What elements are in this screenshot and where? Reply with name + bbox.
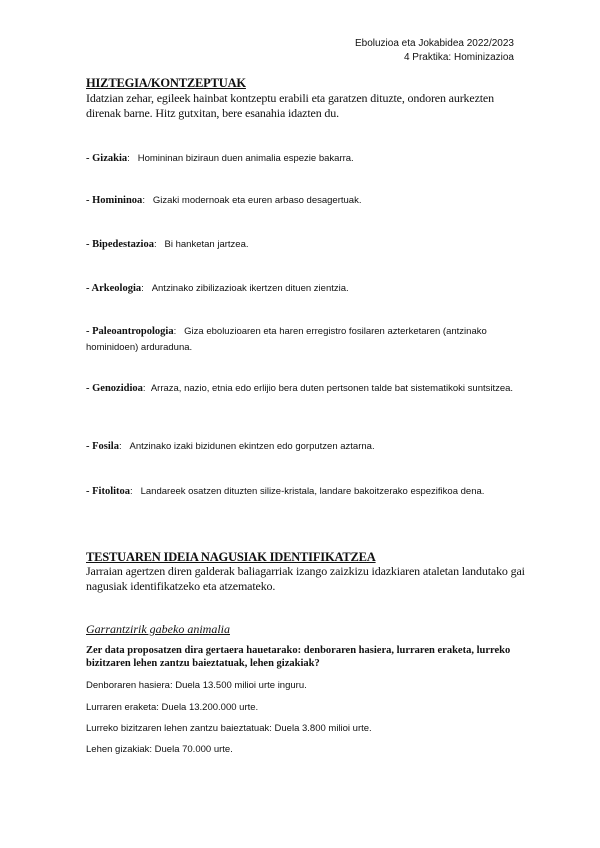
header-course: Eboluzioa eta Jokabidea 2022/2023 — [354, 38, 514, 49]
term-definition: Gizaki modernoak eta euren arbaso desagertuak. — [152, 195, 362, 206]
header-practice: 4 Praktika: Hominizazioa — [403, 52, 514, 63]
answer-line: Lurraren eraketa: Duela 13.200.000 urte. — [86, 702, 259, 713]
term-name: Genozidioa — [92, 383, 143, 394]
term-definition: Giza eboluzioaren eta haren erregistro fosilaren azterketaren (antzinako hominidoen) arduraduna. — [86, 326, 487, 353]
term-item: - Fosila: Antzinako izaki bizidunen ekintzen edo gorputzen aztarna. — [86, 441, 375, 452]
term-item: - Arkeologia: Antzinako zibilizazioak ikertzen dituen zientzia. — [86, 283, 349, 294]
answer-line: Lehen gizakiak: Duela 70.000 urte. — [86, 744, 233, 755]
subsection-title: Garrantzirik gabeko animalia — [86, 622, 230, 636]
term-item: - Paleoantropologia: Giza eboluzioaren eta haren erregistro fosilaren azterketaren (antzinako hominidoen) arduraduna. — [86, 326, 487, 353]
question: Zer data proposatzen dira gertaera hauetarako: denboraren hasiera, lurraren eraketa, lurreko bizitzaren lehen zantzu baieztatuak, lehen gizakiak? — [86, 645, 511, 669]
term-item: - Fitolitoa: Landareek osatzen dituzten silize-kristala, landare bakoitzerako espezifikoa dena. — [86, 486, 485, 497]
answer-line: Lurreko bizitzaren lehen zantzu baieztatuak: Duela 3.800 milioi urte. — [86, 723, 372, 734]
term-name: Arkeologia — [91, 283, 142, 294]
term-name: Homininoa — [92, 195, 143, 206]
term-item: - Genozidioa: Arraza, nazio, etnia edo erlijio bera duten pertsonen talde bat sistematikoki suntsitzea. — [86, 383, 514, 394]
term-name: Bipedestazioa — [92, 239, 154, 250]
term-name: Gizakia — [92, 153, 128, 164]
term-definition: Arraza, nazio, etnia edo erlijio bera duten pertsonen talde bat sistematikoki suntsitzea. — [150, 383, 514, 394]
main-ideas-intro: Jarraian agertzen diren galderak baliagarriak izango zaizkizu idazkiaren ataletan landutako gai nagusiak identifikatzeko eta atzemateko. — [86, 564, 525, 593]
term-name: Paleoantropologia — [92, 326, 174, 337]
answer-line: Denboraren hasiera: Duela 13.500 milioi urte inguru. — [86, 680, 307, 691]
term-item: - Bipedestazioa: Bi hanketan jartzea. — [86, 239, 249, 250]
term-definition: Landareek osatzen dituzten silize-kristala, landare bakoitzerako espezifikoa dena. — [140, 486, 485, 497]
term-name: Fosila — [92, 441, 119, 452]
glossary-intro: Idatzian zehar, egileek hainbat kontzeptu erabili eta garatzen dituzte, ondoren aurkezten direnak barne. Hitz gutxitan, bere esanahia idazten du. — [86, 91, 494, 120]
section-title-main-ideas: TESTUAREN IDEIA NAGUSIAK IDENTIFIKATZEA — [86, 550, 376, 564]
term-item: - Homininoa: Gizaki modernoak eta euren arbaso desagertuak. — [86, 195, 362, 206]
term-definition: Homininan biziraun duen animalia espezie bakarra. — [137, 153, 354, 164]
term-definition: Antzinako izaki bizidunen ekintzen edo gorputzen aztarna. — [129, 441, 375, 452]
term-item: - Gizakia: Homininan biziraun duen animalia espezie bakarra. — [86, 153, 354, 164]
term-definition: Antzinako zibilizazioak ikertzen dituen zientzia. — [151, 283, 349, 294]
section-title-glossary: HIZTEGIA/KONTZEPTUAK — [86, 76, 246, 90]
term-name: Fitolitoa — [92, 486, 131, 497]
term-definition: Bi hanketan jartzea. — [164, 239, 249, 250]
